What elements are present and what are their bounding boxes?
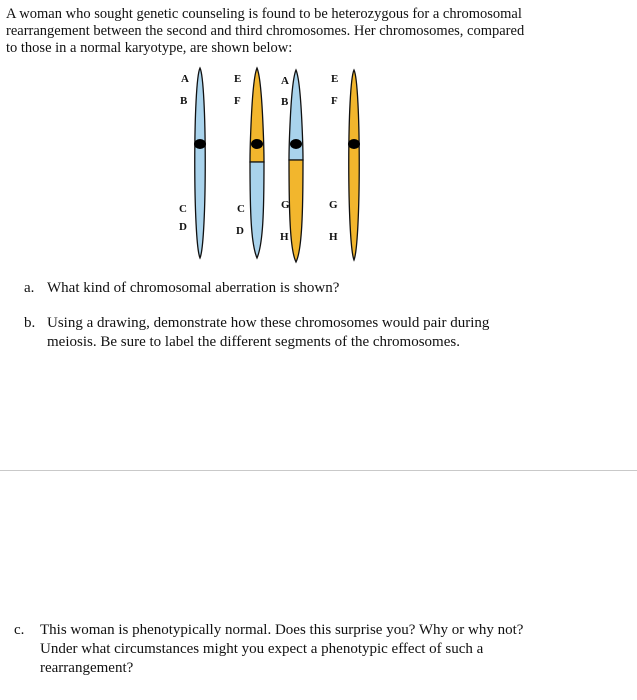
intro-line-2: rearrangement between the second and third chromosomes. Her chromosomes, compared bbox=[6, 23, 525, 39]
chr3-label-h: H bbox=[280, 231, 289, 243]
chr4-label-f: F bbox=[331, 95, 338, 107]
chromosome-1 bbox=[179, 68, 206, 258]
question-b bbox=[24, 314, 624, 352]
centromere-4 bbox=[348, 139, 360, 149]
chr4-label-g: G bbox=[329, 199, 338, 211]
chr2-label-f: F bbox=[234, 95, 241, 107]
chr3-label-a: A bbox=[281, 75, 289, 87]
question-a-letter: a. bbox=[24, 280, 35, 296]
question-b-line-2: meiosis. Be sure to label the different segments of the chromosomes. bbox=[47, 334, 460, 350]
question-c bbox=[14, 621, 629, 678]
chr4-label-e: E bbox=[331, 73, 339, 85]
intro-line-1: A woman who sought genetic counseling is found to be heterozygous for a chromosomal bbox=[6, 6, 522, 22]
chromosome-2 bbox=[234, 68, 264, 258]
chr3-label-b: B bbox=[281, 96, 289, 108]
question-c-line-2: Under what circumstances might you expect a phenotypic effect of such a bbox=[40, 641, 484, 657]
chr2-label-c: C bbox=[237, 203, 245, 215]
chr2-label-e: E bbox=[234, 73, 242, 85]
question-b-letter: b. bbox=[24, 315, 36, 331]
chromosome-3 bbox=[280, 70, 303, 262]
chr1-label-a: A bbox=[181, 73, 189, 85]
question-c-line-1: This woman is phenotypically normal. Does this surprise you? Why or why not? bbox=[40, 622, 524, 638]
divider-line bbox=[0, 470, 637, 471]
chr1-label-d: D bbox=[179, 221, 187, 233]
chromosome-4 bbox=[329, 70, 360, 260]
chr1-label-c: C bbox=[179, 203, 187, 215]
centromere-1 bbox=[194, 139, 206, 149]
question-b-line-1: Using a drawing, demonstrate how these chromosomes would pair during bbox=[47, 315, 490, 331]
centromere-2 bbox=[251, 139, 263, 149]
question-c-line-3: rearrangement? bbox=[40, 660, 134, 676]
chr3-label-g: G bbox=[281, 199, 290, 211]
chr1-label-b: B bbox=[180, 95, 188, 107]
karyotype-figure bbox=[160, 62, 380, 272]
centromere-3 bbox=[290, 139, 302, 149]
question-c-letter: c. bbox=[14, 622, 25, 638]
chr2-label-d: D bbox=[236, 225, 244, 237]
chr4-label-h: H bbox=[329, 231, 338, 243]
question-a-text: What kind of chromosomal aberration is shown? bbox=[47, 280, 340, 296]
question-a bbox=[24, 279, 624, 298]
problem-intro bbox=[6, 6, 606, 57]
intro-line-3: to those in a normal karyotype, are shown below: bbox=[6, 40, 293, 56]
